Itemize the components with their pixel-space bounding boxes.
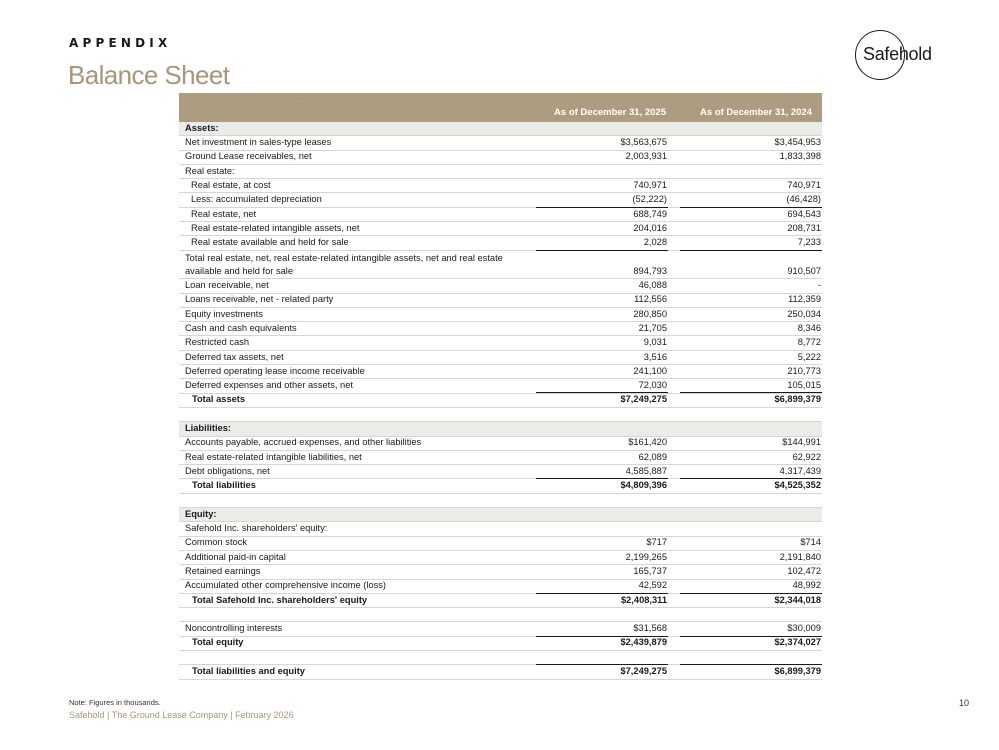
row-label: Less: accumulated depreciation — [191, 194, 322, 205]
row-value-2025: 3,516 — [643, 351, 667, 362]
row-value-2024: 250,034 — [787, 308, 821, 319]
row-label: Restricted cash — [185, 337, 250, 348]
row-value-2024: $714 — [800, 537, 821, 548]
row-label: Retained earnings — [185, 566, 261, 576]
row-value-2025: 740,971 — [633, 179, 667, 190]
row-value-2024: $6,899,379 — [680, 392, 822, 407]
row-label: Deferred operating lease income receivable — [185, 365, 365, 376]
table-row-total-liabilities-and-equity — [179, 665, 822, 679]
footnote: Note: Figures in thousands. — [69, 698, 161, 707]
table-row — [179, 622, 822, 636]
row-value-2024: 208,731 — [787, 222, 821, 233]
row-label: Loan receivable, net — [185, 280, 269, 291]
row-value-2024: 5,222 — [797, 351, 821, 362]
table-row-total-assets — [179, 394, 822, 408]
row-value-2025: 46,088 — [638, 280, 667, 291]
row-value-2025: $7,249,275 — [536, 392, 668, 407]
table-row — [179, 151, 822, 165]
row-value-2025: 165,737 — [633, 566, 667, 576]
row-label: Real estate-related intangible liabilities, net — [185, 451, 362, 462]
row-label: Equity investments — [185, 308, 264, 319]
row-value-2025: $3,563,675 — [620, 137, 667, 148]
row-label: Cash and cash equivalents — [185, 322, 297, 333]
row-label: Additional paid-in capital — [185, 551, 286, 562]
page-title: Balance Sheet — [68, 60, 230, 90]
table-header — [179, 93, 822, 122]
row-value-2025: 112,556 — [634, 294, 667, 305]
row-label: Assets: — [185, 122, 219, 133]
row-value-2024: 8,346 — [797, 322, 821, 333]
table-row — [179, 437, 822, 451]
row-value-2024: - — [817, 280, 821, 291]
spacer-row — [179, 408, 822, 422]
row-value-2025: 241,100 — [633, 365, 667, 376]
table-row-liabilities-header — [179, 422, 822, 436]
table-row-total-equity — [179, 637, 822, 651]
logo-text: Safehold — [863, 44, 932, 64]
row-label: Accumulated other comprehensive income (loss) — [185, 580, 387, 591]
row-value-2025: $717 — [646, 537, 667, 548]
row-label: Ground Lease receivables, net — [185, 151, 312, 162]
row-value-2025: 21,705 — [638, 322, 667, 333]
table-row — [179, 165, 822, 179]
row-value-2024: $2,344,018 — [680, 593, 822, 608]
row-label: Real estate, net — [191, 208, 257, 219]
row-value-2025: $2,439,879 — [620, 637, 667, 648]
balance-sheet-table — [179, 93, 822, 680]
header-marker: · — [300, 96, 302, 103]
row-value-2025: 2,003,931 — [625, 151, 667, 162]
row-label: Real estate-related intangible assets, net — [191, 222, 360, 233]
row-label: Common stock — [185, 537, 247, 548]
column-header-2024: As of December 31, 2024 — [700, 107, 812, 118]
table-row — [179, 193, 822, 207]
table-row — [179, 565, 822, 579]
row-value-2024: $4,525,352 — [680, 478, 822, 493]
row-value-2025: 9,031 — [643, 337, 667, 348]
row-value-2025: $161,420 — [628, 437, 667, 448]
row-label: Real estate available and held for sale — [191, 237, 349, 248]
row-value-2024: 48,992 — [792, 580, 821, 591]
table-row — [179, 279, 822, 293]
row-value-2024: 8,772 — [797, 337, 821, 348]
row-value-2025: 894,793 — [633, 265, 667, 276]
row-value-2025: 204,016 — [633, 222, 667, 233]
row-value-2025: 2,028 — [536, 236, 668, 251]
row-label: Total real estate, net, real estate-related intangible assets, net and real estate available and held for sale — [185, 253, 503, 276]
table-row — [179, 322, 822, 336]
page-number: 10 — [959, 698, 970, 708]
row-value-2025: $2,408,311 — [536, 593, 668, 608]
table-row — [179, 336, 822, 350]
table-row — [179, 136, 822, 150]
table-row — [179, 179, 822, 193]
row-label: Noncontrolling interests — [185, 623, 283, 634]
table-row — [179, 351, 822, 365]
row-label: Real estate: — [185, 165, 235, 176]
row-label: Loans receivable, net - related party — [185, 294, 334, 305]
table-row — [179, 308, 822, 322]
section-label: APPENDIX — [69, 36, 172, 50]
row-value-2024: 740,971 — [787, 179, 821, 190]
column-header-2025: As of December 31, 2025 — [554, 107, 666, 118]
row-value-2025: 72,030 — [638, 380, 667, 391]
row-label: Deferred tax assets, net — [185, 351, 284, 362]
table-row — [179, 522, 822, 536]
table-row — [179, 451, 822, 465]
row-value-2024: 910,507 — [787, 265, 821, 276]
table-row — [179, 551, 822, 565]
table-row — [179, 537, 822, 551]
row-label: Deferred expenses and other assets, net — [185, 380, 353, 391]
table-row — [179, 236, 822, 250]
row-value-2024: 62,922 — [792, 451, 821, 462]
row-label: Liabilities: — [185, 423, 231, 434]
table-row-assets-header — [179, 122, 822, 136]
row-value-2024: (46,428) — [680, 193, 822, 208]
table-row — [179, 365, 822, 379]
table-row — [179, 294, 822, 308]
row-value-2024: 102,472 — [787, 566, 821, 576]
row-label: Accounts payable, accrued expenses, and other liabilities — [185, 437, 422, 448]
row-label: Net investment in sales-type leases — [185, 137, 332, 148]
row-value-2025: $31,568 — [536, 622, 668, 637]
row-value-2024: 112,359 — [788, 294, 821, 305]
row-value-2024: $6,899,379 — [680, 664, 822, 679]
row-value-2025: 42,592 — [638, 580, 667, 591]
table-row-equity-header — [179, 508, 822, 522]
table-row-total-real-estate — [179, 251, 822, 280]
row-value-2024: $30,009 — [680, 622, 822, 637]
row-label: Equity: — [185, 508, 217, 519]
row-label: Total assets — [192, 394, 246, 405]
table-row-total-liabilities — [179, 479, 822, 493]
row-label: Total equity — [192, 637, 244, 648]
row-label: Real estate, at cost — [191, 179, 271, 190]
table-row-total-shareholders-equity — [179, 594, 822, 608]
table-row — [179, 222, 822, 236]
row-value-2024: 2,191,840 — [779, 551, 821, 562]
row-value-2025: 2,199,265 — [625, 551, 667, 562]
row-value-2025: 4,585,887 — [625, 465, 667, 476]
row-value-2024: 4,317,439 — [779, 465, 821, 476]
row-value-2024: 105,015 — [787, 380, 821, 391]
footer-company: Safehold | The Ground Lease Company | February 2026 — [69, 710, 294, 720]
row-label: Total Safehold Inc. shareholders' equity — [192, 594, 368, 605]
row-value-2024: $144,991 — [782, 437, 821, 448]
row-label: Total liabilities and equity — [192, 666, 305, 677]
row-value-2025: 280,850 — [633, 308, 667, 319]
row-value-2024: 694,543 — [787, 208, 821, 219]
row-value-2024: $2,374,027 — [774, 637, 821, 648]
spacer-row — [179, 494, 822, 508]
row-value-2025 — [536, 520, 668, 521]
row-value-2025: $7,249,275 — [536, 664, 668, 679]
row-value-2025: $4,809,396 — [536, 478, 668, 493]
spacer-row — [179, 608, 822, 622]
row-value-2024: $3,454,953 — [774, 137, 821, 148]
row-label: Total liabilities — [192, 480, 256, 491]
row-value-2025: 62,089 — [638, 451, 667, 462]
row-value-2025: (52,222) — [536, 193, 668, 208]
row-value-2024: 1,833,398 — [779, 151, 821, 162]
row-value-2024: 210,773 — [787, 365, 821, 376]
table-row — [179, 208, 822, 222]
row-label: Debt obligations, net — [185, 465, 270, 476]
row-value-2024 — [680, 520, 822, 521]
row-value-2025: 688,749 — [633, 208, 667, 219]
row-value-2024: 7,233 — [680, 236, 822, 251]
row-label: Safehold Inc. shareholders' equity: — [185, 523, 328, 534]
